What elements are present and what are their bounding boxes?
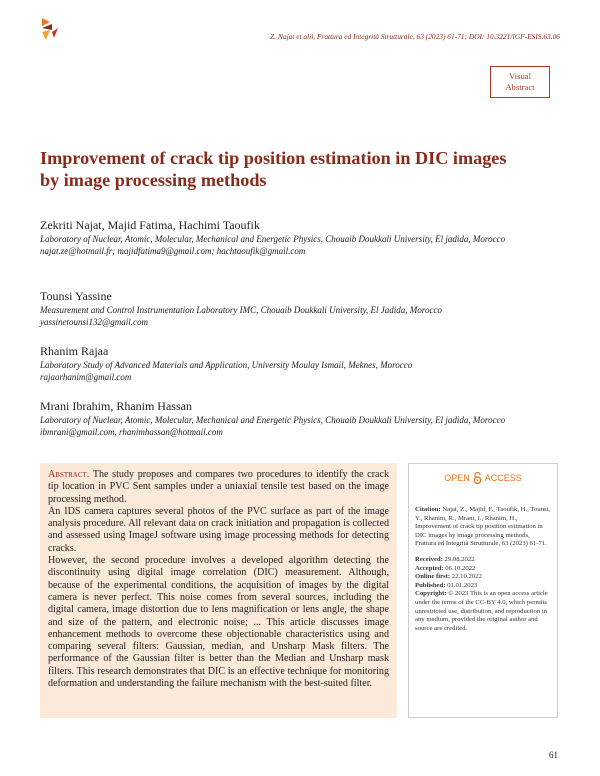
author-group-4 (40, 399, 570, 438)
page-number: 61 (549, 750, 558, 760)
abstract-label: Abstract. (48, 469, 90, 480)
author-names: Zekriti Najat, Majid Fatima, Hachimi Taoufik (40, 218, 260, 232)
accepted-date: 06.10.2022 (445, 564, 476, 572)
open-access-word-2: ACCESS (484, 473, 522, 483)
header-citation: Z. Najat et alii, Frattura ed Integrità Strutturale, 63 (2023) 61-71; DOI: 10.3221/IGF-ESIS.63.06 (270, 32, 560, 41)
abstract-text: The study proposes and compares two procedures to identify the crack tip location in PVC Sent samples under a uniaxial tensile test based on the image processing method. (48, 469, 389, 505)
online-label: Online first: (415, 573, 451, 581)
open-lock-icon (473, 472, 482, 484)
author-affiliation: Laboratory Study of Advanced Materials and Application, University Moulay Ismail, Meknes, Morocco (40, 360, 413, 370)
accepted-label: Accepted: (415, 564, 444, 572)
received-label: Received: (415, 555, 443, 563)
journal-logo-icon (40, 16, 60, 42)
copyright-label: Copyright: (415, 590, 447, 598)
author-group-1 (40, 218, 570, 257)
visual-abstract-label-1: Visual (509, 71, 531, 81)
received-date: 29.08.2022 (444, 555, 475, 563)
abstract-paragraph (48, 469, 389, 506)
abstract-paragraph: However, the second procedure involves a developed algorithm detecting the discontinuity using digital image correlation (DIC) measurement. Although, because of the experimental conditions, the acquisition of images by the digital camera is never perfect. This noise comes from several sources, including the digital camera, image distortion due to lens magnification or lens angle, the shape and size of the pattern, and electronic noise; ... This article discusses image enhancement methods to overcome these objectionable characteristics using and comparing several filters: Gaussian, median, and Unsharp Mask filters. The performance of the Gaussian filter is better than the Median and Unsharp mask filters. This research demonstrates that DIC is an effective technique for monitoring deformation and understanding the failure mechanism with the best-suited filter. (48, 555, 389, 690)
author-affiliation: Measurement and Control Instrumentation Laboratory IMC, Chouaib Doukkali University, El Jadida, Morocco (40, 305, 442, 315)
author-emails: ibmrani@gmail.com, rhanimhassan@hotmail.com (40, 427, 223, 437)
visual-abstract-label-2: Abstract (505, 82, 535, 92)
copyright-text: © 2023 This is an open access article under the terms of the CC-BY 4.0, which permits unrestricted use, distribution, and reproduction in any medium, provided the original author and source are credited. (415, 590, 548, 632)
author-affiliation: Laboratory of Nuclear, Atomic, Molecular, Mechanical and Energetic Physics, Chouaib Doukkali University, El jadida, Morocco (40, 234, 506, 244)
citation-info (415, 506, 551, 549)
abstract-paragraph: An IDS camera captures several photos of the PVC surface as part of the image analysis procedure. All relevant data on crack initiation and propagation is collected and assessed using ImageJ software using image processing methods for detecting cracks. (48, 505, 389, 554)
abstract-box (40, 463, 397, 718)
author-names: Rhanim Rajaa (40, 344, 109, 358)
author-names: Mrani Ibrahim, Rhanim Hassan (40, 399, 192, 413)
open-access-word-1: OPEN (444, 473, 470, 483)
visual-abstract-button[interactable] (490, 66, 550, 98)
author-group-3 (40, 344, 570, 383)
published-label: Published: (415, 581, 446, 589)
paper-title: Improvement of crack tip position estimation in DIC images by image processing methods (40, 148, 507, 190)
online-date: 22.10.2022 (451, 573, 482, 581)
citation-label: Citation: (415, 506, 441, 513)
published-date: 01.01.2023 (447, 581, 478, 589)
citation-text: Najat, Z., Majid, F., Taoufik, H., Tounsi, Y., Rhanim, R., Mrani, I., Rhanim, H., Improvement of crack tip position estimation in DIC images by image processing methods, Frattura ed Integrità Strutturale, 63 (2023) 61-71. (415, 506, 551, 548)
author-emails: yassinetounsi132@gmail.com (40, 317, 149, 327)
open-access-badge (415, 472, 551, 484)
author-names: Tounsi Yassine (40, 289, 112, 303)
author-emails: rajaarhanim@gmail.com (40, 372, 132, 382)
author-emails: najat.ze@hotmail.fr; majidfatima9@gmail.com; hachtaoufik@gmail.com (40, 246, 306, 256)
author-group-2 (40, 289, 570, 328)
author-affiliation: Laboratory of Nuclear, Atomic, Molecular, Mechanical and Energetic Physics, Chouaib Doukkali University, El jadida, Morocco (40, 415, 506, 425)
article-info-sidebar (408, 463, 558, 718)
dates-block (415, 556, 551, 590)
copyright-info (415, 590, 551, 633)
